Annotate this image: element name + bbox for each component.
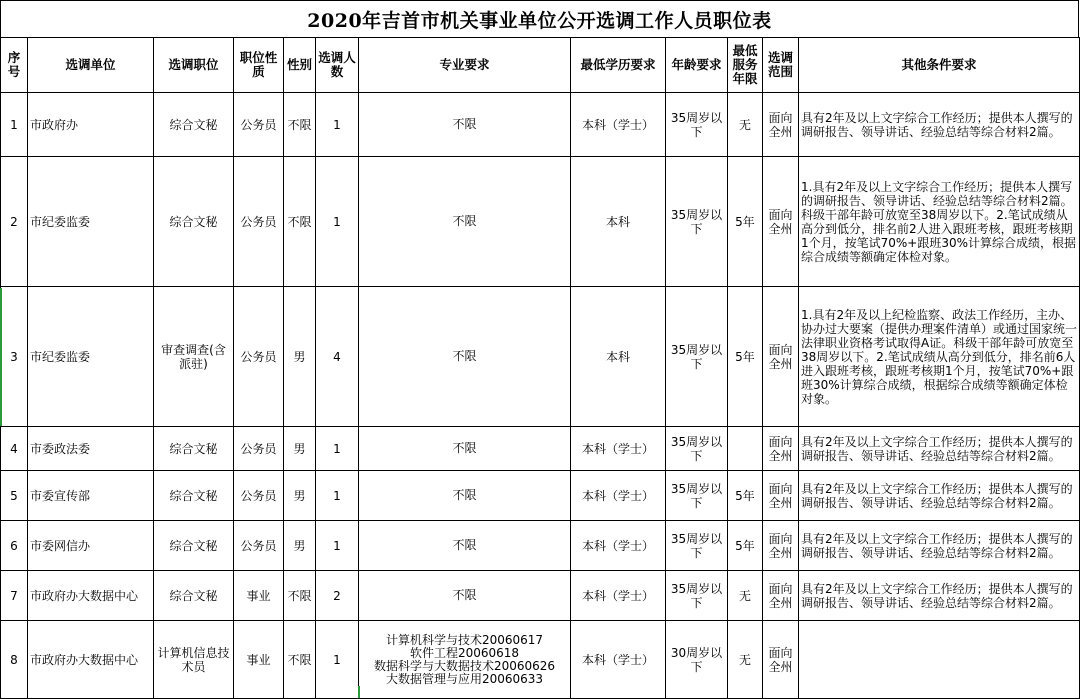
cell-seq: 8 xyxy=(1,621,28,699)
cell-unit: 市政府办大数据中心 xyxy=(28,571,154,621)
cell-service: 无 xyxy=(728,571,763,621)
cell-education: 本科（学士） xyxy=(571,471,666,521)
cell-age: 35周岁以下 xyxy=(666,521,728,571)
col-header-other: 其他条件要求 xyxy=(799,38,1080,93)
cell-service: 5年 xyxy=(728,471,763,521)
cell-other: 具有2年及以上文字综合工作经历；提供本人撰写的调研报告、领导讲话、经验总结等综合材料2篇。 xyxy=(799,427,1080,471)
header-row xyxy=(1,38,1080,93)
cell-age: 35周岁以下 xyxy=(666,93,728,157)
table-title: 2020年吉首市机关事业单位公开选调工作人员职位表 xyxy=(0,0,1079,38)
cell-position: 综合文秘 xyxy=(154,157,234,287)
major-line: 大数据管理与应用20060633 xyxy=(385,671,544,686)
cell-other: 具有2年及以上文字综合工作经历；提供本人撰写的调研报告、领导讲话、经验总结等综合材料2篇。 xyxy=(799,521,1080,571)
cell-unit: 市纪委监委 xyxy=(28,287,154,427)
col-header-education: 最低学历要求 xyxy=(571,38,666,93)
cell-count: 1 xyxy=(316,93,359,157)
cell-count: 1 xyxy=(316,621,359,699)
table-row xyxy=(1,571,1080,621)
col-header-unit: 选调单位 xyxy=(28,38,154,93)
cell-seq: 7 xyxy=(1,571,28,621)
cell-other: 具有2年及以上文字综合工作经历；提供本人撰写的调研报告、领导讲话、经验总结等综合材料2篇。 xyxy=(799,93,1080,157)
cell-unit: 市政府办大数据中心 xyxy=(28,621,154,699)
table-row xyxy=(1,521,1080,571)
cell-service: 5年 xyxy=(728,521,763,571)
cell-age: 35周岁以下 xyxy=(666,471,728,521)
cell-major: 不限 xyxy=(359,427,571,471)
position-table xyxy=(0,37,1080,699)
cell-seq: 4 xyxy=(1,427,28,471)
cell-major: 不限 xyxy=(359,157,571,287)
cell-other: 1.具有2年及以上文字综合工作经历；提供本人撰写的调研报告、领导讲话、经验总结等综合材料2篇。科级干部年龄可放宽至38周岁以下。2.笔试成绩从高分到低分，排名前2人进入跟班考核，跟班考核期1个月，按笔试70%+跟班30%计算综合成绩，根据综合成绩等额确定体检对象。 xyxy=(799,157,1080,287)
cell-seq: 6 xyxy=(1,521,28,571)
cell-scope: 面向全州 xyxy=(763,621,799,699)
cell-count: 1 xyxy=(316,471,359,521)
cell-gender: 不限 xyxy=(284,157,316,287)
cell-scope: 面向全州 xyxy=(763,93,799,157)
col-header-scope: 选调范围 xyxy=(763,38,799,93)
cell-service xyxy=(728,427,763,471)
cell-service: 无 xyxy=(728,93,763,157)
cell-other: 具有2年及以上文字综合工作经历；提供本人撰写的调研报告、领导讲话、经验总结等综合材料2篇。 xyxy=(799,471,1080,521)
cell-seq: 5 xyxy=(1,471,28,521)
cell-nature: 事业 xyxy=(234,571,284,621)
cell-position: 计算机信息技术员 xyxy=(154,621,234,699)
cell-selection-edge xyxy=(0,288,2,426)
cell-scope: 面向全州 xyxy=(763,521,799,571)
cell-position: 综合文秘 xyxy=(154,521,234,571)
cell-unit: 市纪委监委 xyxy=(28,157,154,287)
cell-major xyxy=(359,621,571,699)
cell-other xyxy=(799,621,1080,699)
table-row xyxy=(1,621,1080,699)
cell-age: 35周岁以下 xyxy=(666,427,728,471)
cell-other: 1.具有2年及以上纪检监察、政法工作经历，主办、协办过大要案（提供办理案件清单）或通过国家统一法律职业资格考试取得A证。科级干部年龄可放宽至38周岁以下。2.笔试成绩从高分到低分，排名前6人进入跟班考核，跟班考核期1个月，按笔试70%+跟班30%计算综合成绩，根据综合成绩等额确定体检对象。 xyxy=(799,287,1080,427)
cell-unit: 市委网信办 xyxy=(28,521,154,571)
cell-nature: 公务员 xyxy=(234,287,284,427)
cell-selection-edge xyxy=(358,686,360,698)
col-header-count: 选调人数 xyxy=(316,38,359,93)
cell-gender: 不限 xyxy=(284,571,316,621)
col-header-gender: 性别 xyxy=(284,38,316,93)
cell-gender: 男 xyxy=(284,521,316,571)
col-header-nature: 职位性质 xyxy=(234,38,284,93)
table-row xyxy=(1,93,1080,157)
cell-gender: 不限 xyxy=(284,93,316,157)
cell-count: 1 xyxy=(316,157,359,287)
cell-scope: 面向全州 xyxy=(763,571,799,621)
cell-position: 审查调查(含派驻) xyxy=(154,287,234,427)
table-row xyxy=(1,287,1080,427)
cell-service: 5年 xyxy=(728,287,763,427)
col-header-position: 选调职位 xyxy=(154,38,234,93)
cell-gender: 男 xyxy=(284,427,316,471)
cell-scope: 面向全州 xyxy=(763,471,799,521)
cell-scope: 面向全州 xyxy=(763,427,799,471)
cell-age: 35周岁以下 xyxy=(666,157,728,287)
cell-education: 本科（学士） xyxy=(571,93,666,157)
major-line: 软件工程20060618 xyxy=(409,645,520,660)
cell-major: 不限 xyxy=(359,287,571,427)
cell-age: 30周岁以下 xyxy=(666,621,728,699)
cell-count: 4 xyxy=(316,287,359,427)
cell-count: 1 xyxy=(316,521,359,571)
cell-service: 5年 xyxy=(728,157,763,287)
cell-nature: 公务员 xyxy=(234,427,284,471)
cell-seq: 1 xyxy=(1,93,28,157)
cell-education: 本科（学士） xyxy=(571,621,666,699)
cell-position: 综合文秘 xyxy=(154,571,234,621)
major-line: 计算机科学与技术20060617 xyxy=(385,632,544,647)
cell-scope: 面向全州 xyxy=(763,157,799,287)
col-header-major: 专业要求 xyxy=(359,38,571,93)
cell-position: 综合文秘 xyxy=(154,427,234,471)
cell-nature: 公务员 xyxy=(234,93,284,157)
cell-position: 综合文秘 xyxy=(154,93,234,157)
cell-unit: 市委政法委 xyxy=(28,427,154,471)
cell-unit: 市政府办 xyxy=(28,93,154,157)
cell-major: 不限 xyxy=(359,471,571,521)
cell-nature: 公务员 xyxy=(234,471,284,521)
cell-count: 2 xyxy=(316,571,359,621)
cell-gender: 男 xyxy=(284,287,316,427)
cell-age: 35周岁以下 xyxy=(666,287,728,427)
cell-education: 本科（学士） xyxy=(571,427,666,471)
cell-scope: 面向全州 xyxy=(763,287,799,427)
table-row xyxy=(1,427,1080,471)
cell-seq: 2 xyxy=(1,157,28,287)
cell-major: 不限 xyxy=(359,571,571,621)
cell-gender: 不限 xyxy=(284,621,316,699)
cell-position: 综合文秘 xyxy=(154,471,234,521)
cell-education: 本科（学士） xyxy=(571,571,666,621)
cell-unit: 市委宣传部 xyxy=(28,471,154,521)
col-header-service: 最低服务年限 xyxy=(728,38,763,93)
cell-gender: 男 xyxy=(284,471,316,521)
cell-nature: 公务员 xyxy=(234,521,284,571)
col-header-age: 年龄要求 xyxy=(666,38,728,93)
cell-age: 35周岁以下 xyxy=(666,571,728,621)
cell-seq: 3 xyxy=(1,287,28,427)
cell-nature: 公务员 xyxy=(234,157,284,287)
major-line: 数据科学与大数据技术20060626 xyxy=(373,658,556,673)
col-header-seq: 序号 xyxy=(1,38,28,93)
cell-nature: 事业 xyxy=(234,621,284,699)
table-row xyxy=(1,157,1080,287)
cell-count: 1 xyxy=(316,427,359,471)
cell-education: 本科（学士） xyxy=(571,521,666,571)
cell-service: 无 xyxy=(728,621,763,699)
cell-major: 不限 xyxy=(359,93,571,157)
cell-education: 本科 xyxy=(571,287,666,427)
cell-education: 本科 xyxy=(571,157,666,287)
table-row xyxy=(1,471,1080,521)
cell-major: 不限 xyxy=(359,521,571,571)
cell-other: 具有2年及以上文字综合工作经历；提供本人撰写的调研报告、领导讲话、经验总结等综合材料2篇。 xyxy=(799,571,1080,621)
